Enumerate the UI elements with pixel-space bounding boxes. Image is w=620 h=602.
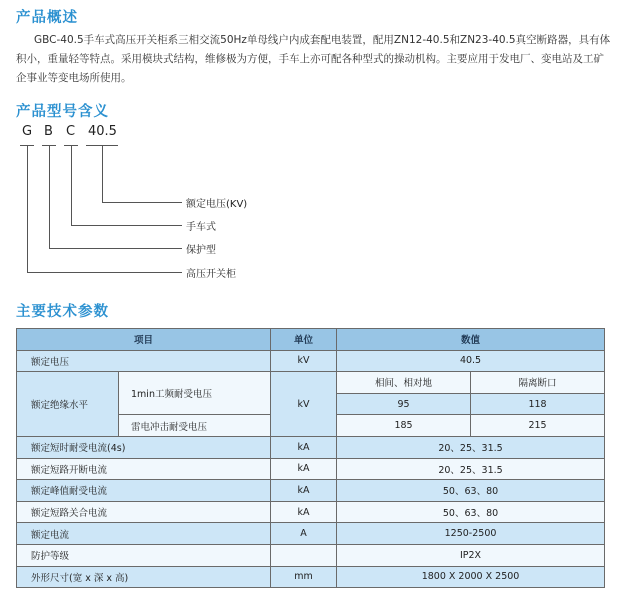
row-subitem: 1min工频耐受电压: [119, 372, 271, 415]
row-item: 额定短时耐受电流(4s): [17, 436, 271, 458]
row-item: 防护等级: [17, 544, 271, 566]
row-value: 50、63、80: [337, 501, 605, 523]
table-row: [17, 544, 605, 566]
overview-text: [16, 31, 612, 88]
row-item: 额定峰值耐受电流: [17, 480, 271, 502]
row-value: 118: [471, 393, 605, 415]
bracket-g-vertical: [27, 145, 28, 272]
row-unit: kV: [271, 350, 337, 372]
row-item: 额定电压: [17, 350, 271, 372]
row-unit: kA: [271, 458, 337, 480]
row-value: IP2X: [337, 544, 605, 566]
model-code-voltage: 40.5: [88, 124, 117, 139]
row-item: 额定绝缘水平: [17, 372, 119, 437]
header-value: 数值: [337, 329, 605, 351]
row-unit: kA: [271, 436, 337, 458]
row-value: 95: [337, 393, 471, 415]
overview-title: 产品概述: [16, 10, 78, 26]
label-handcart: 手车式: [186, 222, 216, 233]
specs-title: 主要技术参数: [16, 304, 109, 320]
row-value: 50、63、80: [337, 480, 605, 502]
row-value: 185: [337, 415, 471, 437]
row-unit: A: [271, 523, 337, 545]
header-item: 项目: [17, 329, 271, 351]
row-value: 215: [471, 415, 605, 437]
row-value: 1800 X 2000 X 2500: [337, 566, 605, 588]
row-item: 额定短路开断电流: [17, 458, 271, 480]
bracket-g-horizontal: [27, 272, 182, 273]
row-unit: kA: [271, 480, 337, 502]
table-row: [17, 566, 605, 588]
bracket-voltage-vertical: [102, 145, 103, 202]
col-header-phase: 相间、相对地: [337, 372, 471, 394]
row-value: 1250-2500: [337, 523, 605, 545]
header-unit: 单位: [271, 329, 337, 351]
overview-paragraph: GBC-40.5手车式高压开关柜系三相交流50Hz单母线户内成套配电装置，配用ZN12-40.5和ZN23-40.5真空断路器，具有体积小，重量轻等特点。采用模块式结构，维修极为方便，手车上亦可配各种型式的操动机构。主要应用于发电厂、变电站及工矿企事业等变电场所使用。: [16, 34, 611, 84]
row-subitem: 雷电冲击耐受电压: [119, 415, 271, 437]
row-unit: kV: [271, 372, 337, 437]
label-rated-voltage: 额定电压(KV): [186, 199, 248, 210]
bracket-voltage-horizontal: [102, 202, 182, 203]
table-row: [17, 523, 605, 545]
bracket-b-vertical: [49, 145, 50, 248]
table-row: [17, 501, 605, 523]
model-code-b: B: [44, 124, 53, 139]
bracket-c-vertical: [71, 145, 72, 225]
model-title: 产品型号含义: [16, 104, 109, 120]
row-value: 20、25、31.5: [337, 458, 605, 480]
row-item: 额定电流: [17, 523, 271, 545]
row-unit: [271, 544, 337, 566]
spec-table: [16, 328, 605, 588]
row-item: 外形尺寸(宽 x 深 x 高): [17, 566, 271, 588]
label-protection: 保护型: [186, 245, 216, 256]
table-row: [17, 480, 605, 502]
bracket-c-horizontal: [71, 225, 182, 226]
table-row: [17, 372, 605, 394]
row-value: 40.5: [337, 350, 605, 372]
table-row: [17, 458, 605, 480]
spec-header-row: [17, 329, 605, 351]
model-code-c: C: [66, 124, 76, 139]
row-value: 20、25、31.5: [337, 436, 605, 458]
table-row: [17, 350, 605, 372]
label-switchgear: 高压开关柜: [186, 269, 236, 280]
col-header-isolation: 隔离断口: [471, 372, 605, 394]
table-row: [17, 436, 605, 458]
model-code-g: G: [22, 124, 33, 139]
bracket-b-horizontal: [49, 248, 182, 249]
row-unit: kA: [271, 501, 337, 523]
row-item: 额定短路关合电流: [17, 501, 271, 523]
row-unit: mm: [271, 566, 337, 588]
